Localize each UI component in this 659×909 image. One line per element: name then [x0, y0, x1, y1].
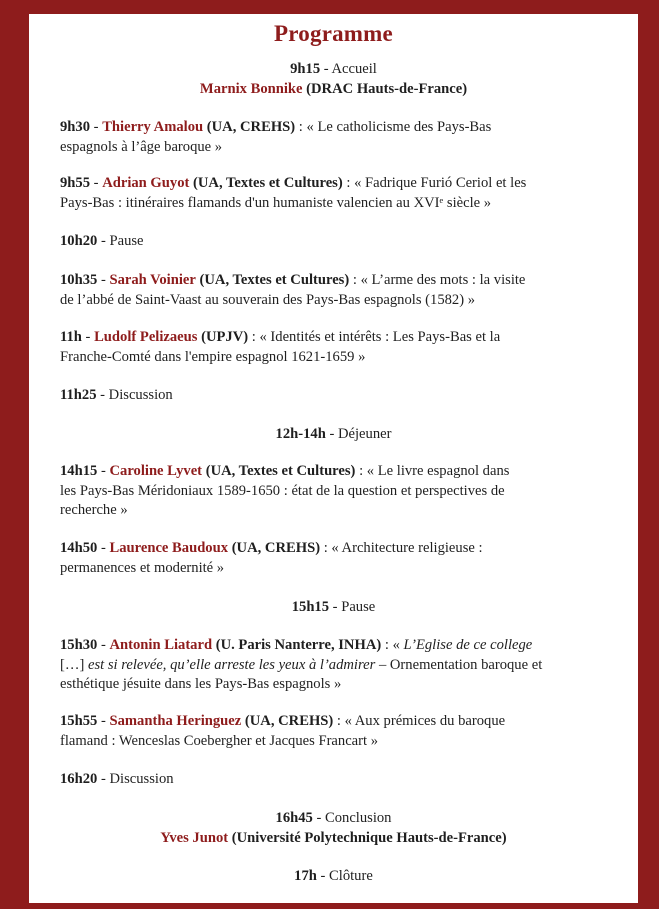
separator: -	[96, 387, 109, 403]
session-title: : «	[381, 637, 404, 653]
session-entry	[60, 328, 620, 367]
separator: -	[325, 426, 338, 442]
session-entry	[60, 118, 620, 157]
session-title-quote: L’Eglise de ce college	[403, 637, 533, 653]
session-title: : « Le catholicisme des Pays-Bas	[295, 119, 492, 135]
conclusion-time: 16h45	[275, 810, 313, 826]
session-entry	[60, 232, 620, 252]
session-affiliation: (U. Paris Nanterre, INHA)	[215, 637, 382, 653]
conclusion-speaker: Yves Junot	[160, 829, 229, 846]
session-time: 14h15	[60, 463, 98, 479]
session-title: : « L’arme des mots : la visite	[349, 272, 526, 288]
session-label: Pause	[109, 233, 144, 249]
session-entry	[60, 462, 620, 521]
session-time: 11h	[60, 329, 82, 345]
session-time: 15h55	[60, 713, 98, 729]
break-entry	[29, 598, 638, 618]
session-affiliation: (UPJV)	[201, 329, 249, 345]
session-title-cont: les Pays-Bas Méridoniaux 1589-1650 : état de la question et perspectives de	[60, 482, 505, 499]
separator: -	[97, 713, 110, 729]
separator: -	[97, 272, 110, 288]
session-entry	[60, 539, 620, 578]
opening-affiliation: (DRAC Hauts-de-France)	[306, 80, 468, 97]
session-title: : « Le livre espagnol dans	[355, 463, 510, 479]
session-title: : « Identités et intérêts : Les Pays-Bas et la	[248, 329, 501, 345]
break-label: Pause	[341, 599, 376, 615]
session-affiliation: (UA, CREHS)	[244, 713, 334, 729]
opening-label: Accueil	[331, 61, 377, 77]
lunch-time: 12h-14h	[275, 426, 326, 442]
session-speaker: Ludolf Pelizaeus	[94, 329, 198, 345]
session-title-cont: permanences et modernité »	[60, 559, 225, 576]
session-title-cont: – Ornementation baroque et	[375, 656, 543, 673]
session-time: 10h35	[60, 272, 98, 288]
conclusion-entry	[29, 809, 638, 848]
session-affiliation: (UA, Textes et Cultures)	[193, 175, 343, 191]
break-time: 15h15	[291, 599, 330, 615]
session-title-cont: flamand : Wenceslas Coebergher et Jacques Francart »	[60, 732, 379, 749]
programme-page	[29, 14, 638, 903]
session-entry	[60, 770, 620, 790]
session-speaker: Laurence Baudoux	[109, 540, 229, 556]
separator: -	[316, 868, 330, 884]
session-title-quote: est si relevée, qu’elle arreste les yeux à l’admirer	[87, 656, 376, 673]
separator: -	[97, 463, 110, 479]
separator: -	[97, 637, 110, 653]
session-title: : « Fadrique Furió Ceriol et les	[342, 175, 527, 191]
session-time: 11h25	[60, 387, 97, 403]
session-label: Discussion	[109, 771, 174, 787]
session-time: 10h20	[60, 233, 98, 249]
session-time: 9h30	[60, 119, 91, 135]
session-affiliation: (UA, Textes et Cultures)	[205, 463, 356, 479]
session-speaker: Sarah Voinier	[109, 272, 196, 288]
session-title-cont: Franche-Comté dans l'empire espagnol 1621-1659 »	[60, 348, 366, 365]
opening-time: 9h15	[290, 61, 321, 77]
session-time: 9h55	[60, 175, 91, 191]
conclusion-label: Conclusion	[325, 810, 392, 826]
session-entry	[60, 712, 620, 751]
separator: -	[81, 329, 95, 345]
closing-entry	[29, 867, 638, 887]
session-time: 14h50	[60, 540, 98, 556]
session-title-cont: Pays-Bas : itinéraires flamands d'un humaniste valencien au XVIᵉ siècle »	[60, 194, 492, 211]
session-affiliation: (UA, CREHS)	[231, 540, 321, 556]
separator: -	[312, 810, 325, 826]
session-entry	[60, 636, 620, 695]
session-entry	[60, 271, 620, 310]
session-speaker: Caroline Lyvet	[109, 463, 203, 479]
separator: -	[97, 233, 110, 249]
session-affiliation: (UA, CREHS)	[206, 119, 296, 135]
separator: -	[90, 119, 103, 135]
opening-entry	[29, 60, 638, 99]
session-title-cont: […]	[60, 656, 88, 673]
separator: -	[97, 540, 110, 556]
conclusion-affiliation: (Université Polytechnique Hauts-de-France)	[231, 829, 507, 846]
session-affiliation: (UA, Textes et Cultures)	[199, 272, 350, 288]
session-entry	[60, 386, 620, 406]
lunch-label: Déjeuner	[337, 426, 392, 442]
separator: -	[320, 61, 332, 77]
session-speaker: Thierry Amalou	[102, 119, 204, 135]
session-time: 15h30	[60, 637, 98, 653]
closing-time: 17h	[294, 868, 317, 884]
session-title: : « Architecture religieuse :	[320, 540, 483, 556]
session-title-cont: de l’abbé de Saint-Vaast au souverain des Pays-Bas espagnols (1582) »	[60, 291, 476, 308]
session-time: 16h20	[60, 771, 98, 787]
session-label: Discussion	[108, 387, 173, 403]
session-speaker: Antonin Liatard	[109, 637, 213, 653]
separator: -	[90, 175, 103, 191]
session-title-cont: esthétique jésuite dans les Pays-Bas espagnols »	[60, 676, 342, 692]
session-entry	[60, 174, 620, 213]
session-speaker: Samantha Heringuez	[109, 713, 242, 729]
lunch-entry	[29, 425, 638, 445]
page-title: Programme	[274, 21, 393, 46]
separator: -	[97, 771, 110, 787]
session-title-cont: recherche »	[60, 502, 128, 518]
session-speaker: Adrian Guyot	[102, 175, 190, 191]
closing-label: Clôture	[329, 868, 373, 884]
session-title-cont: espagnols à l’âge baroque »	[60, 138, 223, 155]
separator: -	[329, 599, 342, 615]
session-title: : « Aux prémices du baroque	[333, 713, 506, 729]
opening-speaker: Marnix Bonnike	[199, 80, 303, 97]
